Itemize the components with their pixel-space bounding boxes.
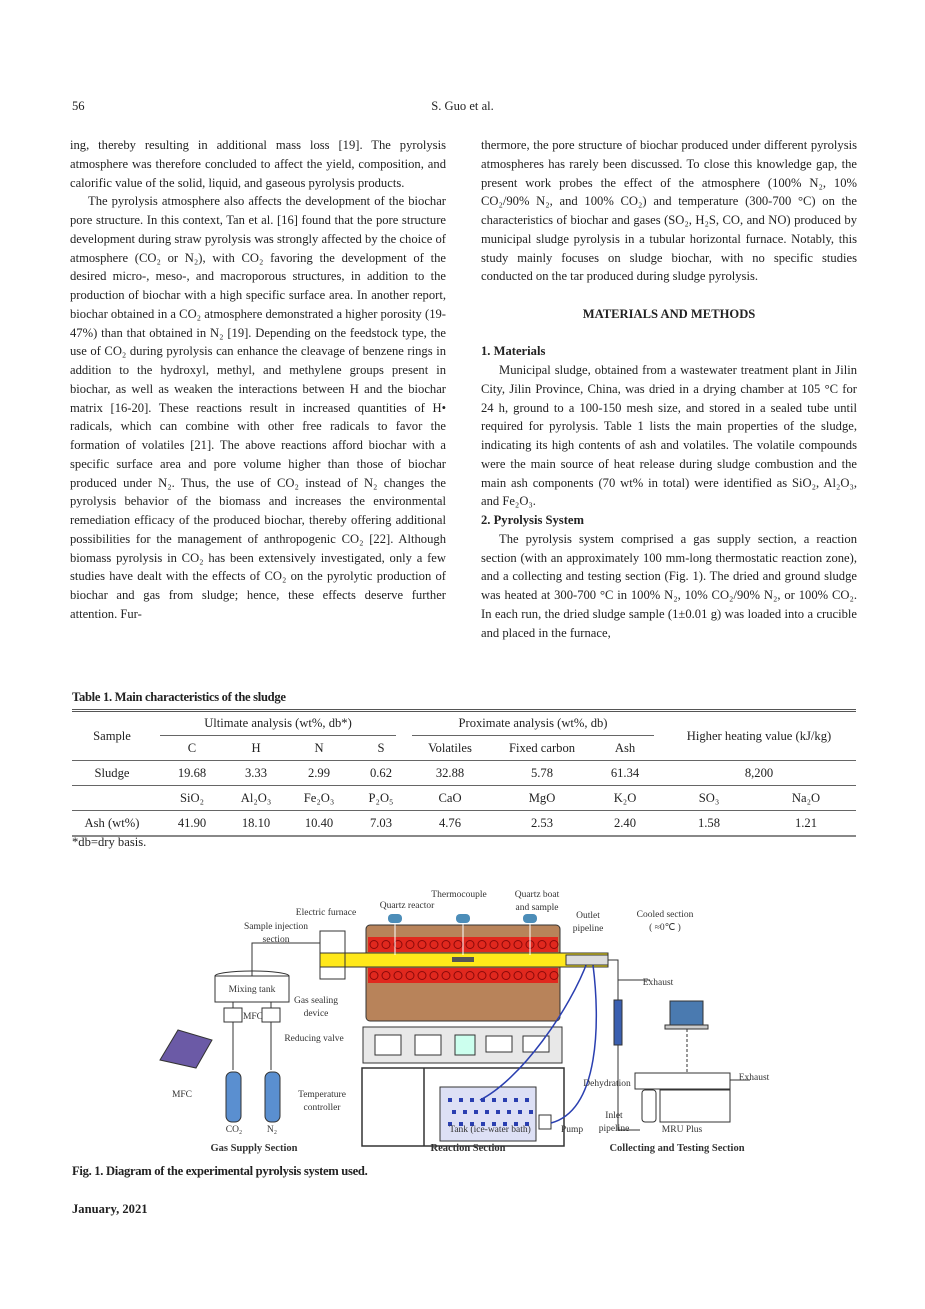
laptop xyxy=(670,1001,703,1025)
table-row xyxy=(72,786,856,811)
label-temperature-controller: Temperature xyxy=(298,1090,346,1100)
cell: P₂O₅ xyxy=(358,786,404,811)
section-reaction: Reaction Section xyxy=(430,1143,506,1154)
cell: 5.78 xyxy=(496,761,588,786)
label-outlet: pipeline xyxy=(572,924,604,934)
cell: 61.34 xyxy=(588,761,662,786)
sludge-characteristics-table xyxy=(72,709,856,837)
label-tank: Tank (ice-water bath) xyxy=(449,1125,531,1135)
ice-cube xyxy=(514,1098,518,1102)
header-n: N xyxy=(280,736,358,761)
dehydration-column xyxy=(614,1000,622,1045)
header-fixed-carbon: Fixed carbon xyxy=(496,736,588,761)
header-ash: Ash xyxy=(588,736,662,761)
label-outlet: Outlet xyxy=(576,911,600,921)
n2-cylinder xyxy=(265,1072,280,1122)
left-column xyxy=(70,136,446,624)
header-c: C xyxy=(152,736,232,761)
section-heading: MATERIALS AND METHODS xyxy=(582,306,756,321)
mru-analyzer xyxy=(660,1090,730,1122)
label-gas-sealing: device xyxy=(303,1009,329,1019)
label-mfc: MFC xyxy=(242,1012,264,1022)
cell: 3.33 xyxy=(232,761,280,786)
ice-cube xyxy=(503,1098,507,1102)
table-caption: Table 1. Main characteristics of the sludge xyxy=(72,690,286,704)
cell: 10.40 xyxy=(304,815,334,830)
cell: Na₂O xyxy=(756,786,856,811)
label-pump: Pump xyxy=(560,1125,584,1135)
running-title: S. Guo et al. xyxy=(431,99,494,113)
paragraph: thermore, the pore structure of biochar produced under different pyrolysis atmospheres has rarely been discussed. To close this knowledge gap, the present work probes the effect of the atmosphere (100% N₂, 10% CO₂/90% N₂, and 100% CO₂) and temperature (300-700 °C) on the characteristics of biochar and gases (SO₂, H₂S, CO, and NO) produced by municipal sludge pyrolysis in a tubular horizontal furnace. Notably, this study mainly focuses on sludge biochar, with no specific studies conducted on the tar produced during sludge pyrolysis. xyxy=(481,138,857,284)
label-mixing-tank: Mixing tank xyxy=(228,985,276,995)
ice-cube xyxy=(525,1098,529,1102)
label-cooled-section: ( ≈0℃ ) xyxy=(649,923,681,933)
label-thermocouple: Thermocouple xyxy=(431,890,487,900)
label-inlet-pipeline: pipeline xyxy=(598,1124,630,1134)
subsection-heading: 2. Pyrolysis System xyxy=(481,513,584,527)
ice-cube xyxy=(459,1098,463,1102)
cell: 2.53 xyxy=(530,815,554,830)
label-temperature-controller: controller xyxy=(303,1103,341,1113)
header-s: S xyxy=(358,736,404,761)
label-exhaust: Exhaust xyxy=(738,1073,770,1083)
ice-cube xyxy=(492,1098,496,1102)
cell: K₂O xyxy=(588,786,662,811)
ice-cube xyxy=(518,1110,522,1114)
label-exhaust: Exhaust xyxy=(642,978,674,988)
table-footnote: *db=dry basis. xyxy=(72,835,147,849)
ice-cube xyxy=(485,1110,489,1114)
cell: CaO xyxy=(404,786,496,811)
cell: 1.58 xyxy=(697,815,721,830)
ice-cube xyxy=(507,1110,511,1114)
section-collecting-testing: Collecting and Testing Section xyxy=(609,1143,745,1154)
cell: 2.40 xyxy=(613,815,637,830)
cell: Al₂O₃ xyxy=(232,786,280,811)
ice-cube xyxy=(463,1110,467,1114)
cell: 1.21 xyxy=(794,815,818,830)
label-dehydration: Dehydration xyxy=(583,1079,631,1089)
label-co2: CO₂ xyxy=(225,1125,243,1135)
ice-cube xyxy=(470,1098,474,1102)
cell: 0.62 xyxy=(358,761,404,786)
quartz-boat xyxy=(452,957,474,962)
paragraph: ing, thereby resulting in additional mass loss [19]. The pyrolysis atmosphere was therefore concluded to affect the yield, composition, and calorific value of the solid, liquid, and gaseous pyrolysis products. xyxy=(70,138,446,190)
cell: SO₃ xyxy=(662,786,756,811)
ice-cube xyxy=(496,1110,500,1114)
label-quartz-reactor: Quartz reactor xyxy=(379,901,435,911)
cell: 41.90 xyxy=(177,815,207,830)
right-column xyxy=(481,136,857,642)
label-mru: MRU Plus xyxy=(661,1125,703,1135)
footer-date: January, 2021 xyxy=(72,1202,148,1216)
label-n2: N₂ xyxy=(266,1125,278,1135)
cell: Fe₂O₃ xyxy=(280,786,358,811)
cell: 4.76 xyxy=(438,815,462,830)
label-quartz-boat: and sample xyxy=(515,903,559,913)
label-sample-injection: Sample injection xyxy=(243,922,309,932)
cell: 8,200 xyxy=(662,761,856,786)
label-inlet-pipeline: Inlet xyxy=(605,1111,623,1121)
subsection-heading: 1. Materials xyxy=(481,344,546,359)
table-row xyxy=(72,811,856,837)
label-quartz-boat: Quartz boat xyxy=(514,890,560,900)
ice-cube xyxy=(452,1110,456,1114)
ice-cube xyxy=(448,1098,452,1102)
label-electric-furnace: Electric furnace xyxy=(295,908,357,918)
row-label: Ash (wt%) xyxy=(84,815,140,830)
header-hhv: Higher heating value (kJ/kg) xyxy=(662,711,856,761)
header-proximate: Proximate analysis (wt%, db) xyxy=(412,712,654,736)
cell: 2.99 xyxy=(280,761,358,786)
label-cooled-section: Cooled section xyxy=(636,910,694,920)
cell: 18.10 xyxy=(241,815,271,830)
section-gas-supply: Gas Supply Section xyxy=(210,1143,298,1154)
co2-cylinder xyxy=(226,1072,241,1122)
paragraph: The pyrolysis system comprised a gas supply section, a reaction section (with an approximately 100 mm-long thermostatic reaction zone), and a collecting and testing section (Fig. 1). The dried and ground sludge was heated at 300-700 °C in 100% N₂, 10% CO₂/90% N₂, or 100% CO₂. In each run, the dried sludge sample (1±0.01 g) was loaded into a crucible and placed in the furnace, xyxy=(481,531,857,640)
page-number: 56 xyxy=(72,99,85,113)
figure-caption: Fig. 1. Diagram of the experimental pyrolysis system used. xyxy=(72,1164,368,1178)
label-mfc: MFC xyxy=(171,1090,193,1100)
paragraph: The pyrolysis atmosphere also affects the development of the biochar pore structure. In this context, Tan et al. [16] found that the pore structure development during straw pyrolysis was strongly affected by the choice of atmosphere (CO₂ or N₂), with CO₂ favoring the development of the desired micro-, meso-, and macroporous structures, in addition to the production of biochar with a high specific surface area. In another report, biochar obtained in a CO₂ atmosphere demonstrated a higher porosity (19-47%) than that obtained in N₂ [19]. Depending on the feedstock type, the use of CO₂ during pyrolysis can enhance the cleavage of benzene rings in addition to the hydroxyl, methyl, and methylene groups present in biochar, as well as weaken the interactions between H and the biochar matrix [16-20]. These reactions result in increased quantities of H• radicals, which can combine with other free radicals to favor the formation of volatiles [21]. The above reactions afford biochar with a specific surface area and pore volume higher than those of biochar produced under N₂. Thus, the use of CO₂ instead of N₂ changes the pyrolysis behavior of the biomass and increases the environmental remediation efficacy of the produced biochar, thereby offering additional possibilities for the management of anthropogenic CO₂ [22]. Although biomass pyrolysis in CO₂ has been extensively investigated, only a few studies have dealt with the effects of CO₂ on the pyrolytic production of biochar and gas from sludge; hence, these effects deserve further attention. Fur- xyxy=(70,194,446,621)
cell: MgO xyxy=(496,786,588,811)
cell xyxy=(72,786,152,811)
cell: 7.03 xyxy=(369,815,393,830)
table-row xyxy=(72,761,856,786)
row-label: Sludge xyxy=(72,761,152,786)
header-h: H xyxy=(232,736,280,761)
header-ultimate: Ultimate analysis (wt%, db*) xyxy=(160,712,396,736)
ice-cube xyxy=(529,1110,533,1114)
pyrolysis-system-diagram xyxy=(150,880,770,1160)
pump xyxy=(539,1115,551,1129)
label-sample-injection: section xyxy=(262,935,290,945)
cell: 19.68 xyxy=(152,761,232,786)
cell: SiO₂ xyxy=(152,786,232,811)
laptop xyxy=(160,1030,212,1068)
header-sample: Sample xyxy=(72,711,152,761)
label-reducing-valve: Reducing valve xyxy=(284,1034,344,1044)
cell: 32.88 xyxy=(404,761,496,786)
label-gas-sealing: Gas sealing xyxy=(293,996,339,1006)
ice-cube xyxy=(474,1110,478,1114)
header-volatiles: Volatiles xyxy=(404,736,496,761)
paragraph: Municipal sludge, obtained from a wastewater treatment plant in Jilin City, Jilin Province, China, was dried in a drying chamber at 105 °C for 24 h, ground to a 100-150 mesh size, and stored in a sealed tube until required for pyrolysis. Table 1 lists the main properties of the sludge, indicating its high contents of ash and volatiles. The volatile compounds were the main source of heat release during sludge combustion and the main ash components (70 wt% in total) were identified as SiO₂, Al₂O₃, and Fe₂O₃. xyxy=(481,363,857,509)
heating-band xyxy=(368,968,558,983)
